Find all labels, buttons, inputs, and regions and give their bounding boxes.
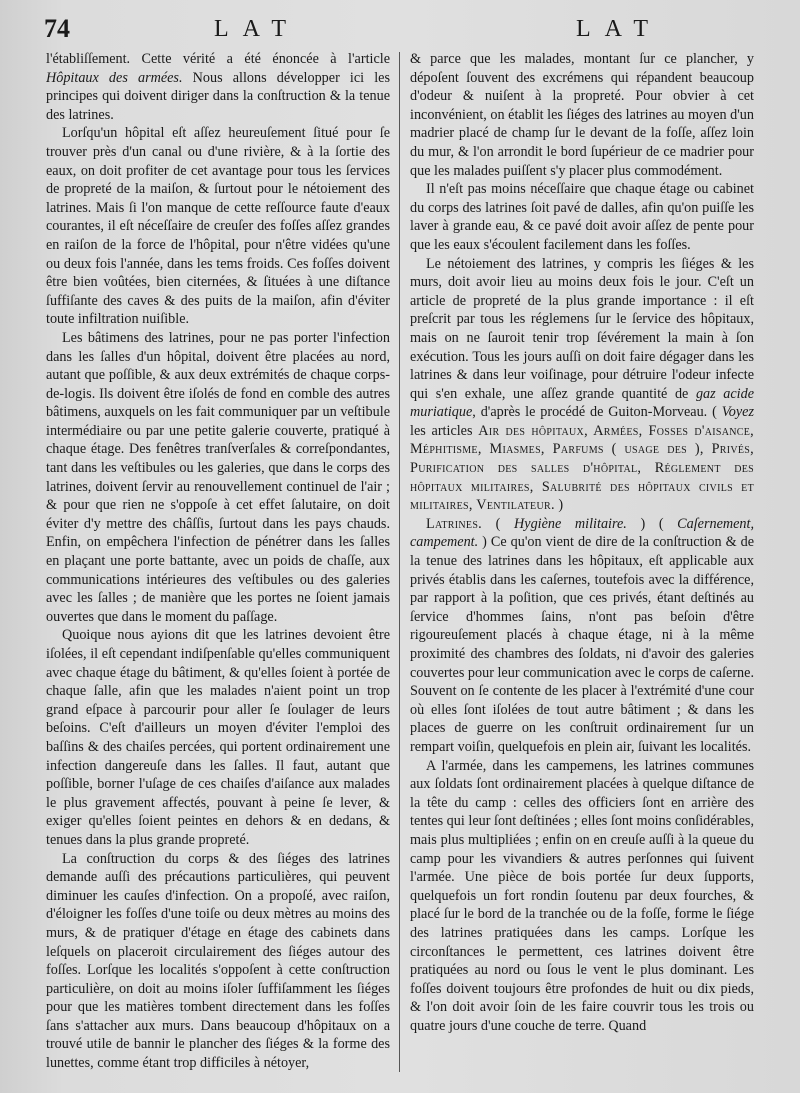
paragraph: A l'armée, dans les campemens, les latrines communes aux ſoldats ſont ordinairement placées à quelque diſtance de la tête du camp : celles des officiers ſont en arrière des tentes qui leur ſont deſtinées ; elles ſont moins conſidérables, mais plus multipliées ; enfin on en creuſe auſſi à la queue du camp pour les vivandiers & autres perſonnes qui ſuivent l'armée. Une pièce de bois portée ſur deux ſupports, quelquefois un fort rondin ſoutenu par deux fourches, & placé ſur le bord de la tranchée ou de la foſſe, forme le ſiége des latrines pratiquées dans les camps. Lorſque les circonſtances le permettent, ces latrines doivent être pratiquées au nord ou ſous le vent le plus dominant. Les foſſes doivent toujours être profondes de huit ou dix pieds, & l'on doit avoir ſoin de les faire couvrir tous les trois ou quatre jours d'une couche de terre. Quand xyxy=(410,757,754,1034)
paragraph xyxy=(410,255,754,515)
right-column xyxy=(410,50,754,1080)
paragraph: Il n'eſt pas moins néceſſaire que chaque étage ou cabinet du corps des latrines ſoit pavé de dalles, afin qu'on puiſſe les laver à grande eau, & ce pavé doit avoir aſſez de pente pour que les eaux s'écoulent facilement dans les foſſes. xyxy=(410,181,754,253)
italic-reference: Hôpitaux des armées. xyxy=(46,69,183,86)
cross-references: Air des hôpitaux, Armées, Fosses d'aisance, Méphitisme, Miasmes, Parfums ( uſage des ), Privés, Purification des salles d'hôpital, Réglement des hôpitaux militaires, Salubrité des hôpitaux civils et militaires, Ventilateur. xyxy=(410,422,754,514)
italic-term: gaz acide muriatique xyxy=(410,385,754,421)
running-head-left: LAT xyxy=(214,16,300,42)
running-head-right: LAT xyxy=(576,16,662,42)
text-run: ) xyxy=(554,497,564,514)
left-column xyxy=(46,50,390,1080)
text-run: , d'après le procédé de Guiton-Morveau. ( xyxy=(472,404,722,421)
text-run: Le nétoiement des latrines, y compris les ſiéges & les murs, doit avoir lieu au moins deux fois le jour. C'eſt un article de propreté de la plus grande importance : il eſt preſcrit par tous les réglemens ſur le ſervice des hôpitaux, mais on ne ſauroit tenir trop ſévérement la main à ſon exécution. Tous les jours auſſi on doit faire dégager dans les latrines & dans leur voiſinage, pour détruire l'odeur infecte qui s'en exhale, une aſſez grande quantité de xyxy=(410,255,754,402)
italic-term: Caſernement, campement. xyxy=(410,515,754,551)
italic-term: Voyez xyxy=(721,404,754,421)
paragraph xyxy=(46,50,390,124)
text-run: Nous allons développer ici les principes qui doivent diriger dans la conſtruction & la tenue des latrines. xyxy=(46,69,390,123)
article-heading: Latrines. xyxy=(426,515,483,532)
text-run: ( xyxy=(482,515,515,532)
text-run: ) Ce qu'on vient de dire de la conſtruction & de la tenue des latrines dans les hôpitaux, eſt applicable aux privés établis dans les caſernes, toutefois avec la différence, par rapport à la poſition, que ces privés, étant deſtinés au ſervice d'hommes ſains, n'ont pas beſoin d'être rigoureuſement placés à chaque étage, ni à la même proximité des chambres des ſoldats, ni d'avoir des galeries couvertes pour leur communication avec le corps de caſerne. Souvent on ſe contente de les placer à l'extrémité d'une cour où elles ſont iſolées de tout autre bâtiment ; & dans les places de guerre on les conſtruit ordinairement ſur un rempart voiſin, quelquefois en plein air, ſuivant les localités. xyxy=(410,534,754,755)
text-run: ) ( xyxy=(626,515,678,532)
page-number: 74 xyxy=(44,14,70,43)
paragraph: Quoique nous ayions dit que les latrines devoient être iſolées, il eſt cependant indiſpenſable qu'elles communiquent avec chaque étage du bâtiment, & qu'elles ſoient à portée de chaque ſalle, afin que les malades n'aient point un trop grand eſpace à parcourir pour aller ſe ſoulager de leurs beſoins. C'eſt d'ailleurs un moyen d'éviter l'emploi des baſſins & des chaiſes percées, qui portent ordinairement une infection dangereuſe dans les ſalles. Il faut, autant que poſſible, borner l'uſage de ces chaiſes d'aiſance aux malades le plus gravement affectés, pouvant à peine ſe lever, & exiger qu'elles ſoient peintes en dehors & en dedans, & tenues dans la plus grande propreté. xyxy=(46,627,390,848)
text-run: les articles xyxy=(410,422,479,439)
paragraph: La conſtruction du corps & des ſiéges des latrines demande auſſi des précautions particulières, qui peuvent diminuer les cauſes d'infection. On a propoſé, avec raiſon, d'éloigner les foſſes d'une toiſe ou deux mètres au moins des murs, & de pratiquer d'étage en étage des cabinets dans leſquels on placeroit circulairement des ſiéges autour des foſſes. Lorſque les localités s'oppoſent à cette conſtruction particulière, on doit au moins iſoler ſuffiſamment les ſiéges pour que les matières tombent directement dans les foſſes ſans s'attacher aux murs. Dans beaucoup d'hôpitaux on a trouvé utile de bannir le plancher des ſiéges & la forme des lunettes, comme étant trop difficiles à nétoyer, xyxy=(46,850,390,1072)
paragraph: & parce que les malades, montant ſur ce plancher, y dépoſent ſouvent des excrémens qui répandent beaucoup d'odeur & nuiſent à la propreté. Pour obvier à cet inconvénient, on établit les ſiéges des latrines au moyen d'un madrier placé de champ ſur le devant de la foſſe, aſſez loin du mur, & l'on arrondit le bord ſupérieur de ce madrier pour que les malades puiſſent s'y placer plus commodément. xyxy=(410,51,754,179)
paragraph: Lorſqu'un hôpital eſt aſſez heureuſement ſitué pour ſe trouver près d'un canal ou d'une rivière, & à la ſortie des eaux, on doit profiter de cet avantage pour tous les ſervices de propreté de la maiſon, & ſurtout pour le nétoiement des latrines. Mais ſi l'on manque de cette reſſource faute d'eaux courantes, il eſt néceſſaire de creuſer des foſſes aſſez grandes en raiſon de la force de l'hôpital, pour n'être vidées qu'une ou deux fois l'année, dans les tems froids. Ces foſſes doivent être bien voûtées, bien citernées, & ſituées à une diſtance ſuffiſante des caves & des puits de la maiſon, afin d'éviter toute infiltration nuiſible. xyxy=(46,125,390,328)
text-run: l'établiſſement. Cette vérité a été énoncée à l'article xyxy=(46,51,390,67)
column-divider xyxy=(399,52,400,1072)
paragraph xyxy=(410,515,754,757)
paragraph: Les bâtimens des latrines, pour ne pas porter l'infection dans les ſalles d'un hôpital, doivent être placées au nord, autant que poſſible, & aux deux extrémités de chaque corps-de-logis. Ils doivent être iſolés de fond en comble des autres bâtimens, auxquels on les fait communiquer par un veſtibule intermédiaire ou par une petite galerie couverte, pratiqué à chaque étage. Des fenêtres tranſverſales & correſpondantes, tant dans les veſtibules ou les galeries, que dans le corps des latrines, doivent ſervir au renouvellement continuel de l'air ; & pour que rien ne s'oppoſe à cet effet ſalutaire, on doit éviter d'y mettre des châſſis, ſurtout dans les pays chauds. Enfin, on empêchera l'infection de pénétrer dans les ſalles en plaçant une porte battante, avec un poids de chaſſe, aux communications intérieures des veſtibules ou des galeries avec les ſalles ; de manière que les portes ne ſoient jamais ouvertes que dans le moment du paſſage. xyxy=(46,329,390,625)
italic-term: Hygiène militaire. xyxy=(514,515,627,532)
running-header xyxy=(44,14,754,48)
